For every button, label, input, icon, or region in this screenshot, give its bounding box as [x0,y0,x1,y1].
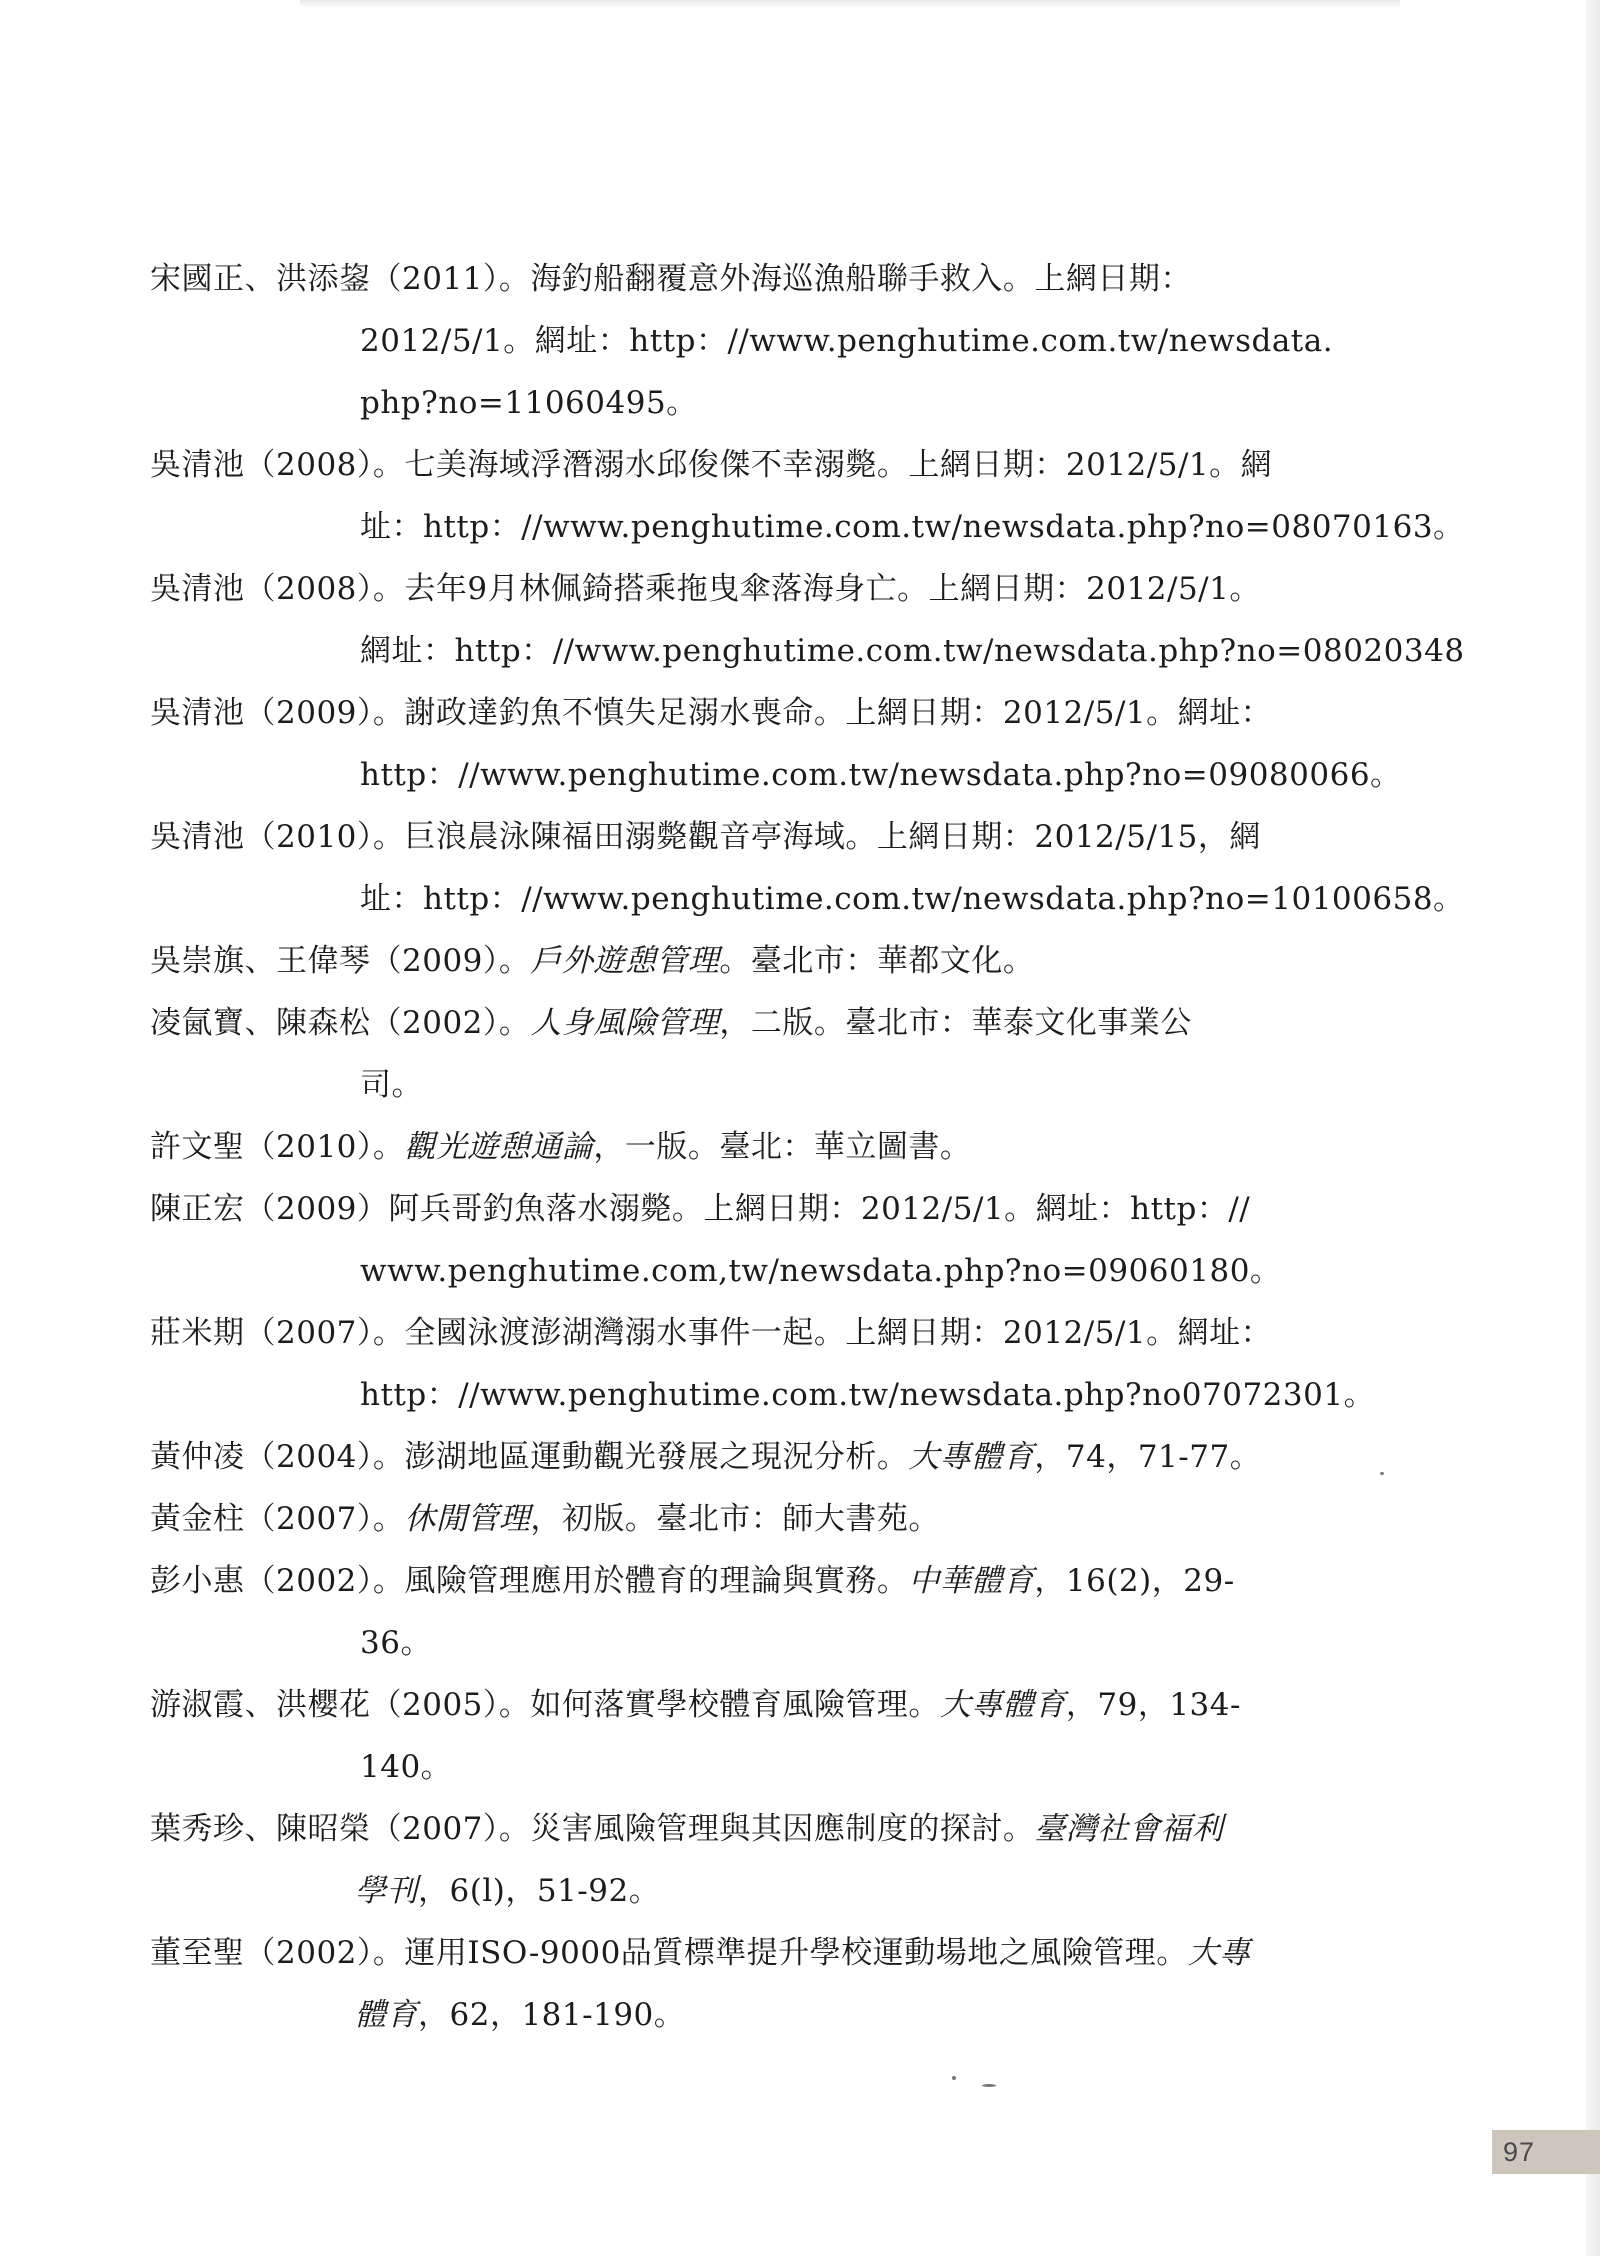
reference-line [150,1116,1340,1178]
reference-line: 吳清池（2009）。謝政達釣魚不慎失足溺水喪命。上網日期：2012/5/1。網址： [150,695,1273,731]
reference-line: 址：http：//www.penghutime.com.tw/newsdata.php?no=08070163。 [360,509,1465,545]
reference-line [150,1922,1340,1984]
publication-info: ，16(2)，29- [1034,1563,1235,1599]
reference-line: http：//www.penghutime.com.tw/newsdata.php?no=09080066。 [360,757,1402,793]
publication-info: ，6(l)，51-92。 [418,1873,661,1909]
reference-line [150,1984,1340,2046]
reference-entry [150,1302,1376,1426]
reference-entry [150,1798,1340,1922]
reference-author-year: 吳崇旗、王偉琴（2009）。 [150,943,531,979]
publication-info: ，一版。臺北：華立圖書。 [593,1129,972,1165]
reference-entry [150,682,1402,806]
reference-author-year: 董至聖（2002）。運用ISO-9000品質標準提升學校運動場地之風險管理。 [150,1935,1188,1971]
reference-line [150,930,1340,992]
reference-entry [150,1550,1340,1674]
reference-entry [150,248,1340,434]
reference-line: 址：http：//www.penghutime.com.tw/newsdata.php?no=10100658。 [360,881,1465,917]
page-number: 97 [1503,2137,1536,2167]
book-title: 人身風險管理 [530,1005,720,1041]
scan-speck [1380,1472,1384,1475]
reference-entry [150,1922,1340,2046]
reference-line [150,1550,1340,1612]
book-title: 戶外遊憩管理 [530,943,720,979]
journal-title: 臺灣社會福利 [1034,1811,1224,1847]
publication-info: ，初版。臺北市：師大書苑。 [530,1501,940,1537]
reference-line: 吳清池（2008）。去年9月林佩錡搭乘拖曳傘落海身亡。上網日期：2012/5/1。 [150,571,1261,607]
reference-entry [150,806,1465,930]
reference-author-year: 葉秀珍、陳昭榮（2007）。災害風險管理與其因應制度的探討。 [150,1811,1035,1847]
reference-line: www.penghutime.com,tw/newsdata.php?no=09060180。 [360,1253,1282,1289]
reference-line: php?no=11060495。 [360,385,698,421]
reference-entry [150,1178,1340,1302]
journal-title: 學刊 [355,1873,418,1909]
book-title: 觀光遊憩通論 [404,1129,594,1165]
reference-entry [150,930,1340,992]
journal-title: 大專體育 [908,1439,1035,1475]
reference-line [150,1488,1340,1550]
reference-author-year: 彭小惠（2002）。風險管理應用於體育的理論與實務。 [150,1563,909,1599]
reference-line: http：//www.penghutime.com.tw/newsdata.php?no07072301。 [360,1377,1376,1413]
reference-line: 陳正宏（2009）阿兵哥釣魚落水溺斃。上網日期：2012/5/1。網址：http：// [150,1191,1251,1227]
reference-entry [150,1488,1340,1550]
reference-line: 吳清池（2008）。七美海域浮潛溺水邱俊傑不幸溺斃。上網日期：2012/5/1。網 [150,447,1273,483]
reference-author-year: 黃仲凌（2004）。澎湖地區運動觀光發展之現況分析。 [150,1439,909,1475]
scan-speck [952,2076,956,2080]
journal-title: 大專體育 [939,1687,1066,1723]
journal-title: 大專 [1187,1935,1251,1971]
reference-entry [150,1674,1340,1798]
book-title: 休閒管理 [404,1501,531,1537]
reference-line: 宋國正、洪添鋆（2011）。海釣船翻覆意外海巡漁船聯手救入。上網日期： [150,261,1192,297]
journal-title: 體育 [355,1997,418,2033]
journal-title: 中華體育 [908,1563,1035,1599]
reference-line: 司。 [360,1067,423,1103]
reference-entry [150,992,1340,1116]
reference-line [150,1674,1340,1736]
publication-info: 。臺北市：華都文化。 [719,943,1035,979]
reference-entry [150,434,1465,558]
publication-info: ，79，134- [1065,1687,1241,1723]
publication-info: ，62，181-190。 [418,1997,686,2033]
reference-line [150,1426,1340,1488]
reference-entry [150,558,1465,682]
reference-line: 2012/5/1。網址：http：//www.penghutime.com.tw/newsdata. [360,323,1334,359]
reference-entry [150,1116,1340,1178]
reference-line [150,1860,1340,1922]
reference-author-year: 游淑霞、洪櫻花（2005）。如何落實學校體育風險管理。 [150,1687,940,1723]
reference-line: 140。 [360,1749,453,1785]
reference-line [150,1798,1340,1860]
publication-info: ，74，71-77。 [1034,1439,1262,1475]
reference-entry [150,1426,1340,1488]
scan-speck [982,2084,996,2087]
publication-info: ，二版。臺北市：華泰文化事業公 [719,1005,1192,1041]
reference-line: 網址：http：//www.penghutime.com.tw/newsdata.php?no=08020348 [360,633,1465,669]
reference-author-year: 許文聖（2010）。 [150,1129,405,1165]
reference-line [150,992,1340,1054]
reference-author-year: 黃金柱（2007）。 [150,1501,405,1537]
reference-author-year: 凌氤寶、陳森松（2002）。 [150,1005,531,1041]
reference-line: 莊米期（2007）。全國泳渡澎湖灣溺水事件一起。上網日期：2012/5/1。網址： [150,1315,1273,1351]
reference-line: 36。 [360,1625,432,1661]
reference-line: 吳清池（2010）。巨浪晨泳陳福田溺斃觀音亭海域。上網日期：2012/5/15，網 [150,819,1261,855]
